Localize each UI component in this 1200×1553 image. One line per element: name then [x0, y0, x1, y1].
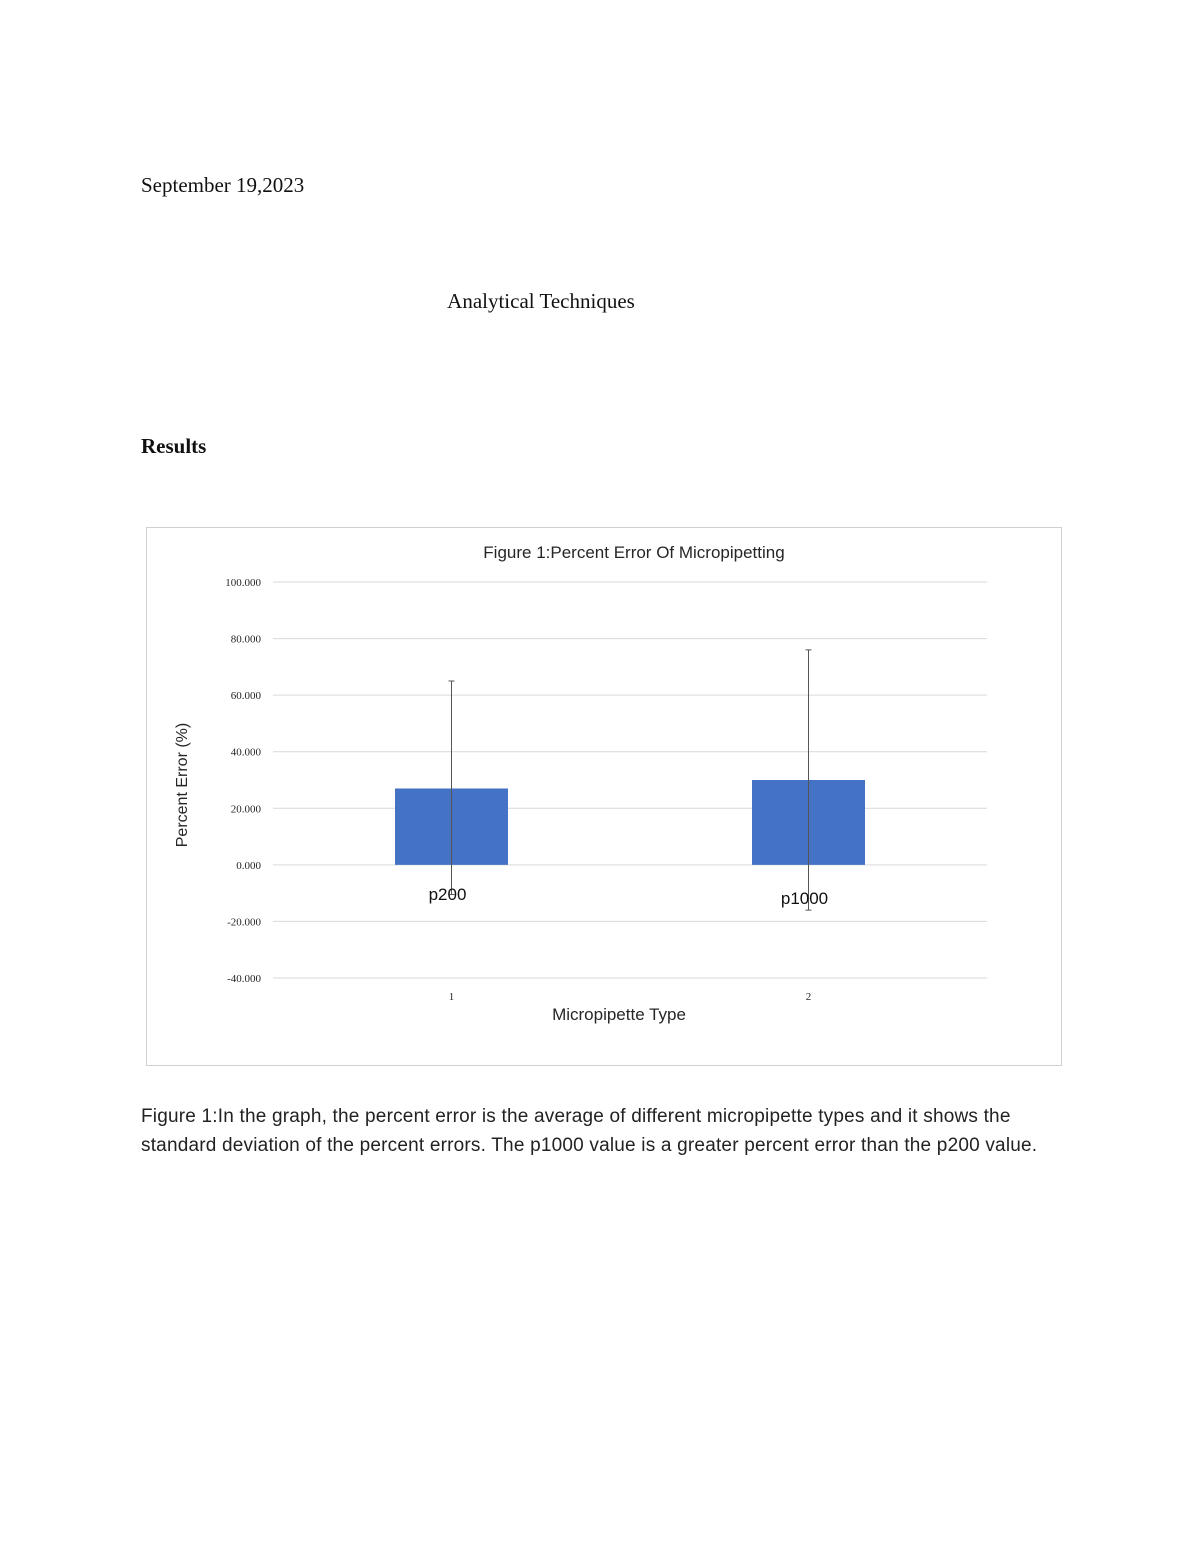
document-date: September 19,2023 [141, 173, 305, 197]
bar-label: p200 [428, 884, 467, 904]
x-tick-label: 2 [805, 991, 812, 1003]
y-tick-label: -40.000 [227, 973, 261, 985]
chart-title: Figure 1:Percent Error Of Micropipetting [483, 543, 785, 562]
y-tick-label: 80.000 [230, 633, 261, 646]
chart-frame [146, 527, 1062, 1066]
bar-label: p1000 [780, 888, 829, 908]
y-tick-label: 60.000 [230, 690, 261, 703]
y-tick-label: -20.000 [227, 916, 261, 929]
x-tick-label: 1 [448, 991, 455, 1003]
x-axis-label: Micropipette Type [552, 1005, 686, 1024]
y-tick-label: 20.000 [230, 803, 261, 816]
y-axis-label: Percent Error (%) [174, 722, 191, 848]
results-heading: Results [141, 434, 207, 458]
y-tick-label: 0.000 [236, 859, 261, 872]
document-title: Analytical Techniques [447, 289, 635, 313]
bar-chart [147, 528, 1063, 1067]
y-tick-label: 40.000 [230, 746, 261, 759]
y-tick-label: 100.000 [225, 577, 261, 589]
figure-caption: Figure 1:In the graph, the percent error is the average of different micropipette types and it shows the standard deviation of the percent errors. The p1000 value is a greater percent error than the p200 value. [141, 1106, 1038, 1156]
